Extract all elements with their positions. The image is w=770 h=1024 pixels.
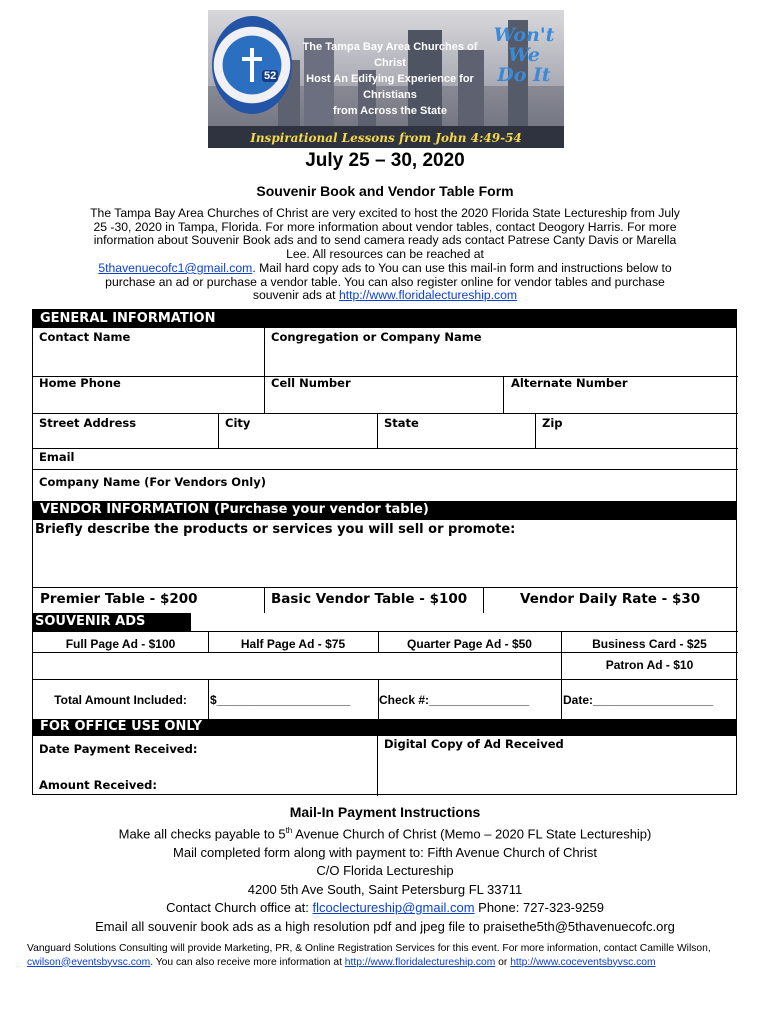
check-number-field[interactable]: Check #:_______________ xyxy=(379,693,530,707)
alternate-number-label: Alternate Number xyxy=(511,376,628,390)
company-name-label: Company Name (For Vendors Only) xyxy=(39,475,266,489)
lectureship-seal-icon xyxy=(212,16,292,114)
zip-label: Zip xyxy=(542,416,563,430)
quarter-page-ad: Quarter Page Ad - $50 xyxy=(407,637,532,651)
cell-number-label: Cell Number xyxy=(271,376,351,390)
footer-email-link[interactable]: cwilson@eventsbyvsc.com xyxy=(27,956,151,968)
total-amount-field[interactable]: $____________________ xyxy=(210,693,351,707)
email-label: Email xyxy=(39,450,75,464)
home-phone-label: Home Phone xyxy=(39,376,121,390)
intro-email-link[interactable]: 5thavenuecofc1@gmail.com xyxy=(98,260,253,275)
section-header-vendor: VENDOR INFORMATION (Purchase your vendor table) xyxy=(33,501,736,520)
banner-host-text: The Tampa Bay Area Churches of Christ Host An Edifying Experience for Christians from Across the State xyxy=(302,41,478,117)
daily-rate-option: Vendor Daily Rate - $30 xyxy=(520,591,701,607)
banner-lesson: Inspirational Lessons from John 4:49-54 xyxy=(250,131,522,145)
half-page-ad: Half Page Ad - $75 xyxy=(240,637,346,651)
church-email-link[interactable]: flcoclectureship@gmail.com xyxy=(312,900,475,916)
intro-paragraph: The Tampa Bay Area Churches of Christ are very excited to host the 2020 Florida State Lectureship from July 25 -30, 2020 in Tampa, Florida. For more information about vendor tables, contact Deogory Harris. For more information about Souvenir Book ads and to send camera ready ads contact Patrese Canty Davis or Marella Lee. All resources can be reached at 5thavenuecofc1@gmail.com. Mail hard copy ads to You can use this mail-in form and instructions below to purchase an ad or purchase a vendor table. You can also register online for vendor tables and purchase souvenir ads at http://www.floridalectureship.com xyxy=(90,206,680,303)
basic-table-option: Basic Vendor Table - $100 xyxy=(271,591,468,607)
digital-copy-label: Digital Copy of Ad Received xyxy=(384,737,564,751)
amount-received-label: Amount Received: xyxy=(39,778,157,792)
contact-name-label: Contact Name xyxy=(39,330,131,344)
full-page-ad: Full Page Ad - $100 xyxy=(65,637,176,651)
section-header-souvenir: SOUVENIR ADS xyxy=(33,613,191,631)
premier-table-option: Premier Table - $200 xyxy=(40,591,198,607)
banner-tagline: Won't We Do It xyxy=(493,24,555,86)
vendor-describe-label: Briefly describe the products or services you will sell or promote: xyxy=(35,522,516,537)
form-title: Souvenir Book and Vendor Table Form xyxy=(256,183,514,199)
event-date: July 25 – 30, 2020 xyxy=(305,150,465,171)
date-received-label: Date Payment Received: xyxy=(39,742,198,756)
footer-note: Vanguard Solutions Consulting will provide Marketing, PR, & Online Registration Services for this event. For more information, contact Camille Wilson, cwilson@eventsbyvsc.com. You can also receive more information at http://www.floridalectureship.com or http://www.coceventsbyvsc.com xyxy=(27,943,711,968)
patron-ad: Patron Ad - $10 xyxy=(605,658,694,672)
mail-in-instructions: Mail-In Payment Instructions Make all checks payable to 5th Avenue Church of Christ (Memo – 2020 FL State Lectureship) Mail completed form along with payment to: Fifth Avenue Church of Christ C/O Florida Lectureship 4200 5th Ave South, Saint Petersburg FL 33711 Contact Church office at: flcoclectureship@gmail.com Phone: 727-323-9259 Email all souvenir book ads as a high resolution pdf and jpeg file to praisethe5th@5thavenuecofc.org xyxy=(60,803,710,936)
congregation-label: Congregation or Company Name xyxy=(271,330,482,344)
cross-icon xyxy=(240,48,264,82)
footer-lectureship-link[interactable]: http://www.floridalectureship.com xyxy=(344,956,496,968)
seal-number: 52 xyxy=(264,70,277,82)
street-address-label: Street Address xyxy=(39,416,137,430)
registration-form xyxy=(32,309,737,795)
event-banner xyxy=(208,10,564,148)
mail-in-heading: Mail-In Payment Instructions xyxy=(289,804,481,820)
section-header-office: FOR OFFICE USE ONLY xyxy=(33,719,736,736)
intro-website-link[interactable]: http://www.floridalectureship.com xyxy=(338,288,518,303)
footer-coc-events-link[interactable]: http://www.coceventsbyvsc.com xyxy=(510,956,656,968)
total-amount-label: Total Amount Included: xyxy=(54,693,187,707)
date-field[interactable]: Date:__________________ xyxy=(563,693,714,707)
city-label: City xyxy=(225,416,251,430)
business-card-ad: Business Card - $25 xyxy=(592,637,707,651)
state-label: State xyxy=(384,416,419,430)
section-header-general: GENERAL INFORMATION xyxy=(33,310,736,328)
